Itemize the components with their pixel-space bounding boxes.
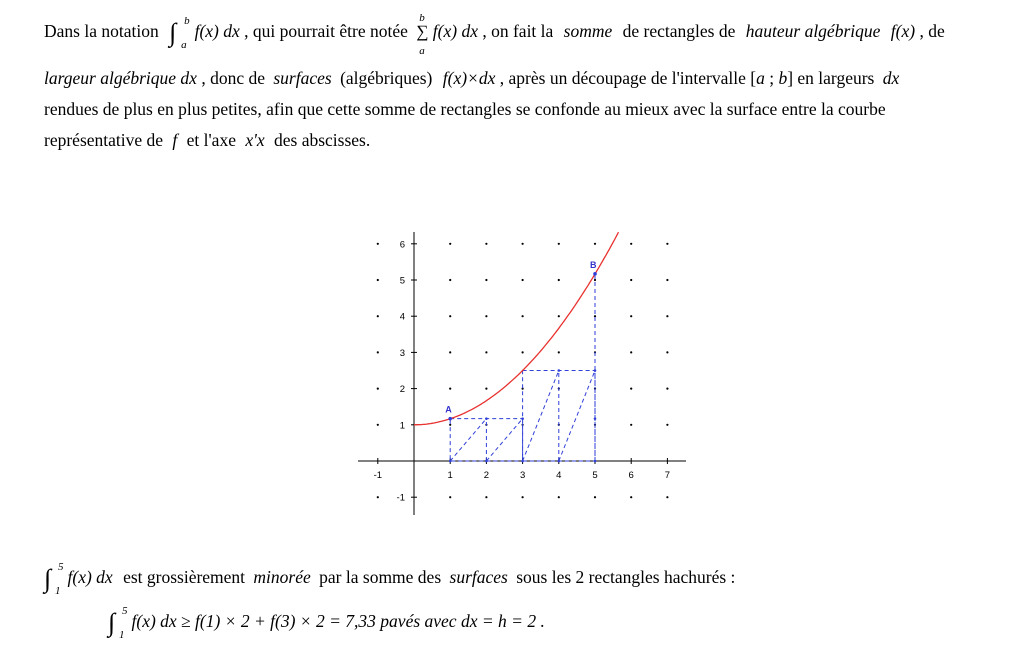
point-b	[593, 272, 597, 276]
math-variable-b: b	[778, 68, 788, 88]
y-tick-label: 3	[399, 347, 405, 359]
text-segment: de rectangles de	[622, 21, 736, 41]
text-segment: , de	[919, 21, 945, 41]
points	[445, 260, 597, 421]
grid-dot	[666, 388, 668, 390]
x-tick-label: 4	[556, 470, 562, 481]
rect-marker	[594, 369, 597, 372]
function-curve	[414, 232, 619, 425]
x-tick-label: 3	[519, 470, 526, 481]
text-segment: sous les 2 rectangles hachurés :	[516, 567, 736, 587]
hatch-line	[450, 419, 486, 461]
grid-dot	[522, 243, 524, 245]
rect-marker	[594, 417, 597, 420]
grid-dot	[594, 315, 596, 317]
grid-dot	[449, 243, 451, 245]
text-segment: des abscisses.	[274, 130, 371, 150]
math-variable-xx: x'x	[245, 130, 265, 150]
rect-marker	[485, 417, 488, 420]
x-tick-label: 5	[592, 470, 598, 481]
rect-marker	[521, 417, 524, 420]
grid-dot	[449, 315, 451, 317]
x-tick-label: -1	[373, 470, 383, 481]
grid-dot	[377, 243, 379, 245]
grid-dot	[522, 315, 524, 317]
y-tick-label: 2	[399, 384, 405, 396]
grid-dot	[630, 315, 632, 317]
text-segment: et l'axe	[186, 130, 236, 150]
grid-dot	[666, 351, 668, 353]
grid-dot	[630, 496, 632, 498]
grid-dot	[594, 243, 596, 245]
math-expression: f(x) dx	[67, 567, 113, 587]
grid-dot	[377, 424, 379, 426]
grid-dot	[522, 351, 524, 353]
point-label-a: A	[445, 404, 452, 415]
integral-symbol: ∫ 5 1	[44, 562, 51, 588]
math-expression: f(x)	[890, 21, 916, 41]
rect-marker	[485, 460, 488, 463]
grid-dot	[485, 243, 487, 245]
text-segment: ] en largeurs	[787, 68, 875, 88]
grid-dot	[377, 496, 379, 498]
inequality-formula: f(x) dx ≥ f(1) × 2 + f(3) × 2 = 7,33 pavés avec dx = h = 2 .	[131, 611, 545, 631]
grid-dot	[630, 388, 632, 390]
x-tick-label: 1	[447, 470, 453, 481]
sum-sign: ∑	[416, 22, 429, 41]
y-tick-label: 1	[399, 420, 405, 432]
integral-symbol: ∫ 5 1	[108, 606, 115, 632]
grid-dot	[558, 279, 560, 281]
grid-dot	[449, 351, 451, 353]
point-label-b: B	[590, 259, 597, 270]
rect-marker	[521, 460, 524, 463]
grid-dot	[449, 388, 451, 390]
grid-dot	[558, 315, 560, 317]
y-tick-label: 6	[399, 239, 405, 251]
hatch-line	[523, 371, 559, 462]
hatch-line	[486, 419, 522, 461]
grid-dot	[666, 315, 668, 317]
sum-upper-limit: b	[419, 12, 425, 24]
grid-dot	[594, 496, 596, 498]
grid-dot	[666, 243, 668, 245]
point-a	[448, 417, 452, 421]
grid-dot	[485, 279, 487, 281]
grid-dot	[485, 496, 487, 498]
grid-dot	[630, 351, 632, 353]
x-tick-label: 2	[483, 470, 490, 481]
grid-dot	[558, 496, 560, 498]
integral-lower-limit: a	[181, 39, 187, 51]
emphasis-somme: somme	[563, 21, 613, 41]
math-variable-f: f	[172, 130, 178, 150]
text-segment: est grossièrement	[123, 567, 246, 587]
text-segment: , après un découpage de l'intervalle [	[499, 68, 757, 88]
x-tick-label: 6	[628, 470, 634, 481]
grid-dot	[377, 315, 379, 317]
grid-dot	[666, 279, 668, 281]
grid-dot	[377, 279, 379, 281]
text-segment: , on fait la	[482, 21, 554, 41]
grid-dot	[485, 315, 487, 317]
emphasis-minoree: minorée	[253, 567, 311, 587]
emphasis-surfaces: surfaces	[449, 567, 508, 587]
rect-marker	[558, 369, 561, 372]
rectangles	[449, 274, 596, 462]
grid-dot	[630, 424, 632, 426]
math-expression: f(x) dx	[194, 21, 240, 41]
grid-dot	[666, 424, 668, 426]
rect-marker	[558, 460, 561, 463]
integral-lower-limit: 1	[55, 585, 61, 597]
grid-dot	[558, 243, 560, 245]
grid-dot	[377, 351, 379, 353]
hatch-line	[559, 371, 595, 462]
grid-dot	[522, 279, 524, 281]
conclusion-line-1	[44, 561, 736, 597]
grid-dot	[666, 496, 668, 498]
text-segment: représentative de	[44, 130, 164, 150]
text-segment: rendues de plus en plus petites, afin que cette somme de rectangles se confonde au mieux avec la surface entre la courbe	[44, 99, 886, 119]
integral-symbol: ∫ b a	[169, 16, 176, 42]
grid-dot	[449, 279, 451, 281]
emphasis-largeur: largeur algébrique dx	[44, 68, 197, 88]
grid-dot	[485, 388, 487, 390]
rect-marker	[449, 460, 452, 463]
integral-upper-limit: 5	[58, 561, 64, 573]
grid-dot	[594, 279, 596, 281]
math-variable-dx: dx	[882, 68, 900, 88]
grid-dot	[630, 243, 632, 245]
text-segment: Dans la notation	[44, 21, 159, 41]
text-segment: par la somme des	[319, 567, 442, 587]
integral-upper-limit: b	[184, 15, 190, 27]
conclusion-formula	[108, 605, 545, 641]
grid-dot	[558, 351, 560, 353]
grid-dot	[485, 351, 487, 353]
integral-upper-limit: 5	[122, 605, 128, 617]
grid-dot	[377, 388, 379, 390]
grid-dot	[522, 496, 524, 498]
grid-dot	[449, 496, 451, 498]
math-variable-a: a	[756, 68, 765, 88]
math-expression: f(x) dx	[432, 21, 478, 41]
text-segment: , donc de	[201, 68, 265, 88]
y-tick-label: 4	[399, 311, 405, 323]
sum-lower-limit: a	[419, 45, 425, 57]
integral-lower-limit: 1	[119, 629, 125, 641]
text-segment: ;	[764, 68, 779, 88]
text-segment: , qui pourrait être notée	[244, 21, 408, 41]
rect-marker	[594, 460, 597, 463]
emphasis-hauteur: hauteur algébrique	[745, 21, 881, 41]
x-tick-label: 7	[664, 470, 671, 481]
grid-dot	[630, 279, 632, 281]
y-tick-label: 5	[399, 275, 405, 287]
y-tick-label: -1	[396, 492, 405, 504]
emphasis-surfaces: surfaces	[273, 68, 332, 88]
math-expression: f(x)×dx	[442, 68, 496, 88]
text-segment: (algébriques)	[340, 68, 433, 88]
